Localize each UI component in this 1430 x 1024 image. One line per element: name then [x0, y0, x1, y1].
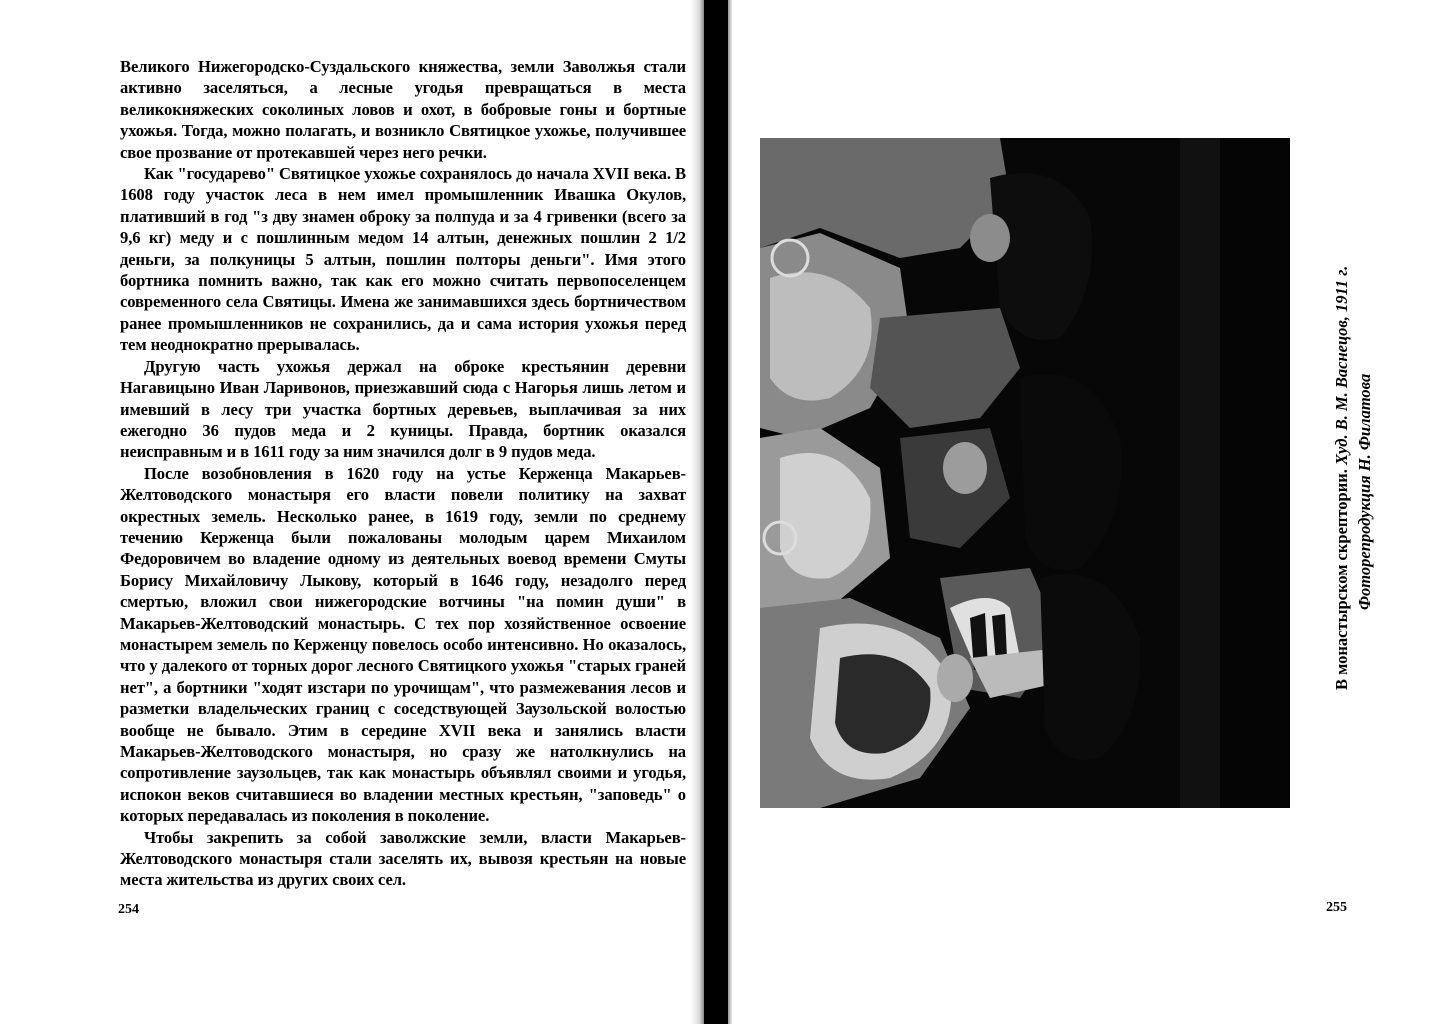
caption-title: В монастырском скрептории. — [1332, 465, 1351, 690]
page-number-right: 255 — [1326, 900, 1347, 915]
gutter-shadow — [704, 0, 728, 1024]
caption-artist: Худ. В. М. Васнецов, 1911 г. — [1332, 265, 1351, 466]
paragraph: Как "государево" Святицкое ухожье сохранялось до начала XVII века. В 1608 году участок леса в нем имел промышленник Ивашка Окулов, плативший в год "з дву знамен оброку за полпуда и за 4 гривенки (всего за 9,6 кг) меду и с пошлинным медом 14 алтын, денежных пошлин 2 1/2 деньги, за полкуницы 5 алтын, пошлин полторы деньги". Имя этого бортника помнить важно, так как его можно считать первопоселенцем современного села Святицы. Имена же занимавшихся здесь бортничеством ранее промышленников не сохранились, да и сама история ухожья перед тем неоднократно прерывалась. — [120, 164, 686, 355]
fresco-illustration — [760, 138, 1290, 808]
paragraph: Чтобы закрепить за собой заволжские земли, власти Макарьев-Желтоводского монастыря стали заселять их, вывозя крестьян на новые места жительства из других своих сел. — [120, 827, 686, 890]
paragraph: Великого Нижегородско-Суздальского княжества, земли Заволжья стали активно заселяться, а лесные угодья превращаться в места великокняжеских соколиных ловов и охот, в бобровые гоны и бортные ухожья. Тогда, можно полагать, и возникло Святицкое ухожье, получившее свое прозвание от протекавшей через него речки. — [120, 57, 686, 162]
fresco-photo — [760, 138, 1290, 808]
caption-line-2 — [1353, 266, 1376, 690]
paragraph: Другую часть ухожья держал на оброке крестьянин деревни Нагавицыно Иван Ларивонов, приезжавший сюда с Нагорья лишь летом и имевший в лесу три участка бортных деревьев, выплачивая за них ежегодно 36 пудов меда и 2 куницы. Правда, бортник оказался неисправным и в 1611 году за ним значился долг в 9 пудов меда. — [120, 356, 686, 462]
body-text — [120, 56, 686, 891]
caption-photo-credit: Фоторепродукция Н. Филатова — [1355, 373, 1374, 610]
caption-line-1 — [1330, 266, 1353, 690]
photo-caption — [1330, 266, 1376, 690]
left-page — [0, 0, 708, 1024]
paragraph: После возобновления в 1620 году на устье Керженца Макарьев-Желтоводского монастыря его власти повели политику на захват окрестных земель. Несколько ранее, в 1619 году, земли по среднему течению Керженца были пожалованы молодым царем Михаилом Федоровичем во владение одному из деятельных воевод времени Смуты Борису Михайловичу Лыкову, который в 1646 году, незадолго перед смертью, вложил свои нижегородские вотчины "на помин души" в Макарьев-Желтоводский монастырь. С тех пор хозяйственное освоение монастырем земель по Керженцу повелось особо интенсивно. Но оказалось, что у далекого от торных дорог лесного Святицкого ухожья "старых граней нет", а бортники "ходят изстари по урочищам", что размежевания лесов и разметки владельческих границ с соседствующей Заузольской волостью вообще не бывало. Этим в середине XVII века и занялись власти Макарьев-Желтоводского монастыря, но сразу же натолкнулись на сопротивление заузольцев, так как монастырь объявлял своими и угодья, испокон веков считавшиеся во владении местных крестьян, "заповедь" о которых передавалась из поколения в поколение. — [120, 463, 686, 826]
page-number-left: 254 — [118, 902, 139, 917]
